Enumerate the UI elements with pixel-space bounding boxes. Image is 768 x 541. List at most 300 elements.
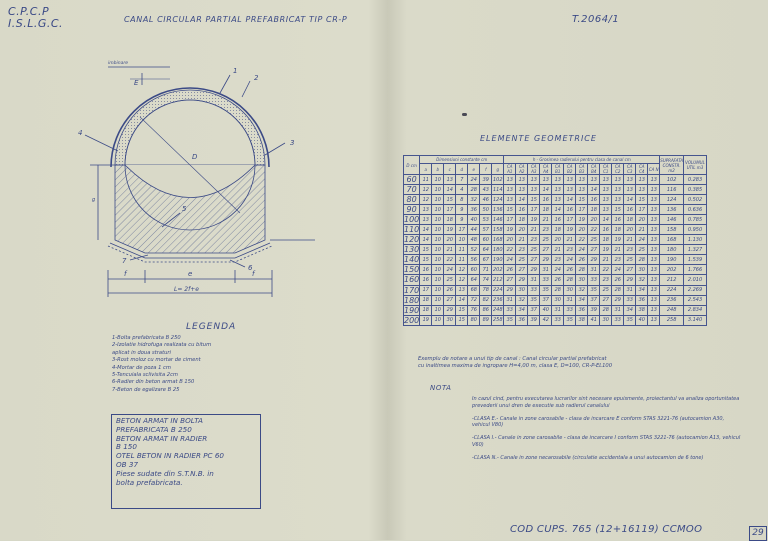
cell-constant: 14	[420, 225, 432, 235]
cell-thickness: 13	[564, 185, 576, 195]
cell-thickness: 14	[552, 205, 564, 215]
cell-constant: 124	[492, 195, 504, 205]
cell-thickness: 33	[624, 295, 636, 305]
organization-label	[8, 6, 63, 30]
legend-item: 6-Radier din beton armat B 150	[112, 379, 195, 386]
cell-constant: 20	[444, 235, 456, 245]
nota-paragraph: -CLASA I.- Canale in zone carosabile - clasa de incarcare I conform STAS 3221-76 (autocamion A13, vehicul V60)	[472, 435, 741, 448]
cell-volume: 3.140	[684, 315, 707, 325]
cell-constant: 22	[444, 255, 456, 265]
nota-heading: NOTA	[430, 384, 452, 392]
nota-paragraph: In cazul cind, pentru executarea lucrarilor sint necesare epuismente, proiectantul va analiza oportunitatea prevederii unui dren de executie sub radierul canalului	[472, 396, 740, 409]
cell-thickness: 15	[576, 195, 588, 205]
cell-constant: 30	[444, 315, 456, 325]
col-header: CA C2	[612, 164, 624, 175]
cell-constant: 248	[492, 305, 504, 315]
cell-diameter: 150	[404, 265, 420, 275]
cell-constant: 10	[432, 195, 444, 205]
cell-surface: 224	[660, 285, 684, 295]
cell-thickness: 29	[612, 295, 624, 305]
cell-thickness: 21	[564, 235, 576, 245]
cell-thickness: 13	[648, 215, 660, 225]
legend-list	[112, 335, 322, 394]
cell-thickness: 26	[564, 265, 576, 275]
cell-thickness: 42	[540, 315, 552, 325]
cell-thickness: 13	[648, 195, 660, 205]
cell-thickness: 30	[576, 275, 588, 285]
cell-surface: 168	[660, 235, 684, 245]
cell-constant: 80	[468, 315, 480, 325]
col-group-thickness: h - Grosimea radierului pentru clasa de canal cm	[504, 156, 660, 164]
table-row	[404, 215, 707, 225]
cell-constant: 53	[480, 215, 492, 225]
cell-thickness: 38	[636, 305, 648, 315]
cell-thickness: 14	[588, 185, 600, 195]
cell-thickness: 23	[600, 275, 612, 285]
table-row	[404, 245, 707, 255]
cell-thickness: 19	[504, 225, 516, 235]
cross-section-drawing	[70, 55, 360, 305]
cell-thickness: 19	[600, 245, 612, 255]
cell-thickness: 21	[540, 215, 552, 225]
cell-thickness: 31	[552, 305, 564, 315]
cell-constant: 10	[432, 215, 444, 225]
cell-thickness: 28	[600, 305, 612, 315]
cell-constant: 10	[432, 175, 444, 185]
cell-thickness: 13	[648, 275, 660, 285]
cell-thickness: 20	[624, 225, 636, 235]
cell-constant: 64	[480, 245, 492, 255]
cell-thickness: 15	[528, 195, 540, 205]
cell-thickness: 40	[636, 315, 648, 325]
cell-thickness: 13	[648, 235, 660, 245]
cell-thickness: 20	[588, 215, 600, 225]
cell-thickness: 14	[624, 195, 636, 205]
cell-constant: 4	[456, 185, 468, 195]
cell-thickness: 16	[540, 195, 552, 205]
cell-thickness: 31	[612, 305, 624, 315]
cell-constant: 74	[480, 275, 492, 285]
cell-volume: 0.950	[684, 225, 707, 235]
col-header-d: D cm	[404, 156, 420, 175]
table-row	[404, 185, 707, 195]
cell-constant: 180	[492, 245, 504, 255]
legend-item: 4-Mortar de poza 1 cm	[112, 364, 171, 371]
cell-thickness: 36	[636, 295, 648, 305]
cell-thickness: 22	[600, 265, 612, 275]
cell-thickness: 13	[624, 185, 636, 195]
cell-constant: 25	[444, 275, 456, 285]
cell-thickness: 13	[600, 195, 612, 205]
cell-thickness: 13	[648, 225, 660, 235]
material-line: bolta prefabricata.	[116, 477, 183, 487]
vault-prefabricated	[115, 90, 265, 165]
cell-thickness: 29	[540, 255, 552, 265]
cell-constant: 136	[492, 205, 504, 215]
cell-volume: 0.785	[684, 215, 707, 225]
cell-thickness: 15	[504, 205, 516, 215]
cell-thickness: 13	[648, 185, 660, 195]
cell-constant: 60	[480, 235, 492, 245]
label-D: D	[192, 153, 198, 161]
cell-thickness: 27	[588, 245, 600, 255]
cell-thickness: 13	[648, 175, 660, 185]
table-row	[404, 235, 707, 245]
col-header: CA C1	[600, 164, 612, 175]
col-group-constants: Dimensiuni constante cm	[420, 156, 504, 164]
cell-constant: 11	[420, 175, 432, 185]
cell-thickness: 13	[648, 265, 660, 275]
cell-thickness: 30	[600, 315, 612, 325]
org-line-2: I.S.L.G.C.	[8, 17, 64, 30]
cell-diameter: 140	[404, 255, 420, 265]
cell-constant: 9	[456, 215, 468, 225]
callout-6: 6	[248, 264, 253, 272]
cell-diameter: 90	[404, 205, 420, 215]
cell-surface: 212	[660, 275, 684, 285]
cell-constant: 52	[468, 245, 480, 255]
cell-thickness: 25	[636, 245, 648, 255]
cell-constant: 78	[480, 285, 492, 295]
cell-constant: 12	[456, 275, 468, 285]
cell-thickness: 16	[552, 215, 564, 225]
cell-thickness: 26	[576, 255, 588, 265]
cell-constant: 86	[480, 305, 492, 315]
cell-thickness: 37	[588, 295, 600, 305]
legend-item: 5-Tencuiala sclivisita 2cm	[112, 372, 178, 379]
table-row	[404, 305, 707, 315]
cell-thickness: 21	[636, 225, 648, 235]
label-e: e	[188, 270, 193, 278]
col-header-volume: VOLUMUL UTIL m3	[684, 156, 707, 175]
table-row	[404, 275, 707, 285]
legend-heading: LEGENDA	[186, 322, 237, 332]
table-row	[404, 295, 707, 305]
cell-constant: 168	[492, 235, 504, 245]
cell-thickness: 16	[588, 195, 600, 205]
cell-thickness: 14	[600, 215, 612, 225]
cell-surface: 236	[660, 295, 684, 305]
col-header-surface: SUPRAFATA CONSTR. m2	[660, 157, 683, 173]
materials-box	[111, 414, 261, 509]
col-header: f	[480, 164, 492, 175]
cell-thickness: 18	[588, 205, 600, 215]
cell-thickness: 25	[516, 255, 528, 265]
cell-constant: 10	[432, 275, 444, 285]
cell-constant: 10	[432, 255, 444, 265]
cell-thickness: 28	[564, 275, 576, 285]
cell-constant: 190	[492, 255, 504, 265]
cell-thickness: 35	[540, 285, 552, 295]
cell-surface: 202	[660, 265, 684, 275]
cell-thickness: 28	[636, 255, 648, 265]
cell-constant: 224	[492, 285, 504, 295]
cell-thickness: 28	[612, 285, 624, 295]
col-header: CA B1	[552, 164, 564, 175]
cell-thickness: 23	[540, 225, 552, 235]
cell-constant: 18	[444, 215, 456, 225]
cell-thickness: 23	[624, 245, 636, 255]
table-row	[404, 195, 707, 205]
cell-thickness: 27	[528, 255, 540, 265]
cell-volume: 0.636	[684, 205, 707, 215]
cell-thickness: 35	[504, 315, 516, 325]
cell-volume: 0.385	[684, 185, 707, 195]
cell-thickness: 13	[612, 175, 624, 185]
col-header: a	[420, 164, 432, 175]
cell-thickness: 13	[504, 185, 516, 195]
page-number: 29	[749, 526, 767, 541]
cell-volume: 1.766	[684, 265, 707, 275]
cell-constant: 12	[420, 185, 432, 195]
cell-thickness: 33	[540, 275, 552, 285]
cell-constant: 82	[480, 295, 492, 305]
cell-diameter: 160	[404, 275, 420, 285]
cell-constant: 146	[492, 215, 504, 225]
callout-2: 2	[254, 74, 259, 82]
cell-thickness: 23	[612, 255, 624, 265]
cell-constant: 71	[480, 265, 492, 275]
cell-constant: 28	[468, 185, 480, 195]
cell-diameter: 110	[404, 225, 420, 235]
cell-thickness: 13	[648, 315, 660, 325]
sheet-number: T.2064/1	[572, 14, 620, 25]
table-row	[404, 315, 707, 325]
cell-thickness: 34	[636, 285, 648, 295]
cell-thickness: 28	[576, 265, 588, 275]
cell-constant: 56	[468, 255, 480, 265]
cell-diameter: 120	[404, 235, 420, 245]
cell-thickness: 14	[516, 195, 528, 205]
col-header: d	[456, 164, 468, 175]
cell-thickness: 19	[612, 235, 624, 245]
cell-constant: 12	[420, 195, 432, 205]
table-row	[404, 285, 707, 295]
cell-constant: 50	[480, 205, 492, 215]
cell-thickness: 24	[612, 265, 624, 275]
cell-constant: 21	[444, 245, 456, 255]
cell-thickness: 13	[612, 185, 624, 195]
cell-thickness: 26	[612, 275, 624, 285]
cell-thickness: 23	[552, 255, 564, 265]
cell-thickness: 32	[636, 275, 648, 285]
col-header: CA C4	[636, 164, 648, 175]
drawing-title: CANAL CIRCULAR PARTIAL PREFABRICAT TIP CR-P	[124, 15, 348, 24]
cell-constant: 12	[456, 265, 468, 275]
cell-thickness: 35	[528, 295, 540, 305]
cell-surface: 258	[660, 315, 684, 325]
cell-volume: 0.502	[684, 195, 707, 205]
cell-thickness: 13	[636, 185, 648, 195]
cell-constant: 18	[420, 305, 432, 315]
cell-thickness: 13	[600, 185, 612, 195]
cell-thickness: 18	[624, 215, 636, 225]
cell-thickness: 30	[564, 285, 576, 295]
cell-surface: 124	[660, 195, 684, 205]
cell-constant: 10	[432, 315, 444, 325]
cell-thickness: 16	[624, 205, 636, 215]
cell-thickness: 19	[564, 225, 576, 235]
cell-thickness: 24	[552, 265, 564, 275]
cell-thickness: 17	[576, 205, 588, 215]
cell-constant: 24	[444, 265, 456, 275]
example-line-1: Exemplu de notare a unui tip de canal : Canal circular partial prefabricat	[418, 356, 607, 362]
cell-thickness: 35	[624, 315, 636, 325]
cell-thickness: 18	[540, 205, 552, 215]
cell-thickness: 16	[612, 215, 624, 225]
material-line: PREFABRICATA B 250	[116, 424, 192, 434]
material-line: B 150	[116, 442, 137, 452]
cell-thickness: 22	[588, 225, 600, 235]
cell-thickness: 13	[540, 175, 552, 185]
cell-constant: 32	[468, 195, 480, 205]
cell-thickness: 14	[540, 185, 552, 195]
catalog-code: COD CUPS. 765 (12+16119) CCMOO	[510, 524, 703, 535]
cell-thickness: 19	[528, 215, 540, 225]
cell-thickness: 20	[576, 225, 588, 235]
material-line: OTEL BETON IN RADIER PC 60	[116, 451, 225, 461]
cell-thickness: 31	[564, 295, 576, 305]
cell-thickness: 21	[624, 235, 636, 245]
cell-thickness: 16	[516, 205, 528, 215]
cell-constant: 114	[492, 185, 504, 195]
cell-thickness: 17	[564, 215, 576, 225]
cell-thickness: 29	[504, 285, 516, 295]
cell-thickness: 13	[564, 175, 576, 185]
cell-thickness: 31	[624, 285, 636, 295]
cell-thickness: 13	[504, 175, 516, 185]
cell-thickness: 13	[648, 245, 660, 255]
cell-volume: 1.327	[684, 245, 707, 255]
cell-constant: 76	[468, 305, 480, 315]
callout-4: 4	[78, 129, 83, 137]
cell-thickness: 26	[504, 265, 516, 275]
material-line: BETON ARMAT IN RADIER	[116, 433, 208, 443]
cell-thickness: 35	[564, 315, 576, 325]
cell-thickness: 24	[636, 235, 648, 245]
cell-thickness: 13	[648, 295, 660, 305]
cell-constant: 17	[444, 205, 456, 215]
cell-thickness: 22	[576, 235, 588, 245]
cell-thickness: 27	[516, 265, 528, 275]
example-line-2: cu inaltimea maxima de ingropare H=4,00 m, clasa E, D=100, CR-P-EL100	[418, 363, 613, 369]
cell-constant: 39	[480, 175, 492, 185]
legend-item: 1-Bolta prefabricata B 250	[112, 335, 181, 341]
cell-thickness: 14	[564, 195, 576, 205]
cell-thickness: 26	[552, 275, 564, 285]
cell-surface: 248	[660, 305, 684, 315]
cell-thickness: 33	[564, 305, 576, 315]
cell-thickness: 27	[600, 295, 612, 305]
callout-5: 5	[182, 205, 187, 213]
nota-text	[472, 396, 742, 468]
cell-volume: 0.283	[684, 175, 707, 185]
cell-thickness: 24	[504, 255, 516, 265]
cell-thickness: 24	[576, 245, 588, 255]
cell-thickness: 33	[552, 315, 564, 325]
cell-thickness: 17	[636, 205, 648, 215]
col-header: b	[432, 164, 444, 175]
col-header: e	[468, 164, 480, 175]
col-header: CA A1	[504, 164, 516, 175]
cell-thickness: 16	[600, 225, 612, 235]
cell-constant: 68	[468, 285, 480, 295]
cell-thickness: 21	[516, 235, 528, 245]
cell-thickness: 23	[516, 245, 528, 255]
cell-constant: 19	[444, 225, 456, 235]
cell-constant: 212	[492, 275, 504, 285]
label-L: L= 2f+e	[174, 286, 199, 293]
cell-constant: 64	[468, 275, 480, 285]
stain-mark	[462, 113, 467, 116]
cell-thickness: 15	[612, 205, 624, 215]
label-f-right: f	[252, 270, 255, 278]
cell-thickness: 13	[588, 175, 600, 185]
cell-constant: 8	[456, 195, 468, 205]
cell-thickness: 20	[552, 235, 564, 245]
cell-thickness: 25	[540, 235, 552, 245]
cell-constant: 10	[432, 205, 444, 215]
cell-surface: 116	[660, 185, 684, 195]
cell-thickness: 30	[552, 295, 564, 305]
cell-thickness: 34	[516, 305, 528, 315]
col-header: CA C3	[624, 164, 636, 175]
cell-thickness: 13	[648, 255, 660, 265]
cell-thickness: 31	[528, 275, 540, 285]
cell-thickness: 29	[516, 275, 528, 285]
cell-thickness: 32	[516, 295, 528, 305]
cell-constant: 236	[492, 295, 504, 305]
cell-thickness: 13	[600, 175, 612, 185]
cell-constant: 11	[456, 245, 468, 255]
table-row	[404, 225, 707, 235]
geometry-table-wrap	[403, 155, 707, 326]
cell-thickness: 13	[648, 285, 660, 295]
label-imbinare: imbinare	[108, 61, 128, 66]
cell-constant: 15	[420, 245, 432, 255]
cell-surface: 136	[660, 205, 684, 215]
cell-constant: 202	[492, 265, 504, 275]
cell-thickness: 41	[588, 315, 600, 325]
col-header: CA B4	[588, 164, 600, 175]
cell-constant: 10	[432, 225, 444, 235]
cell-thickness: 25	[528, 245, 540, 255]
col-header: CA B3	[576, 164, 588, 175]
cell-constant: 13	[420, 215, 432, 225]
cell-diameter: 170	[404, 285, 420, 295]
cell-constant: 40	[468, 215, 480, 225]
cell-thickness: 19	[576, 215, 588, 225]
cell-thickness: 36	[516, 315, 528, 325]
table-row	[404, 205, 707, 215]
cell-constant: 13	[444, 175, 456, 185]
material-line: Piese sudate din S.T.N.B. in	[116, 468, 214, 478]
cell-constant: 10	[432, 245, 444, 255]
cell-diameter: 100	[404, 215, 420, 225]
cell-thickness: 13	[612, 195, 624, 205]
cell-constant: 10	[432, 185, 444, 195]
cell-constant: 10	[432, 305, 444, 315]
cell-thickness: 33	[504, 305, 516, 315]
cell-thickness: 17	[528, 205, 540, 215]
table-row	[404, 175, 707, 185]
cell-thickness: 13	[528, 175, 540, 185]
col-header: CA A4	[540, 164, 552, 175]
cell-diameter: 200	[404, 315, 420, 325]
cell-constant: 29	[444, 305, 456, 315]
cell-surface: 146	[660, 215, 684, 225]
cell-constant: 43	[480, 185, 492, 195]
